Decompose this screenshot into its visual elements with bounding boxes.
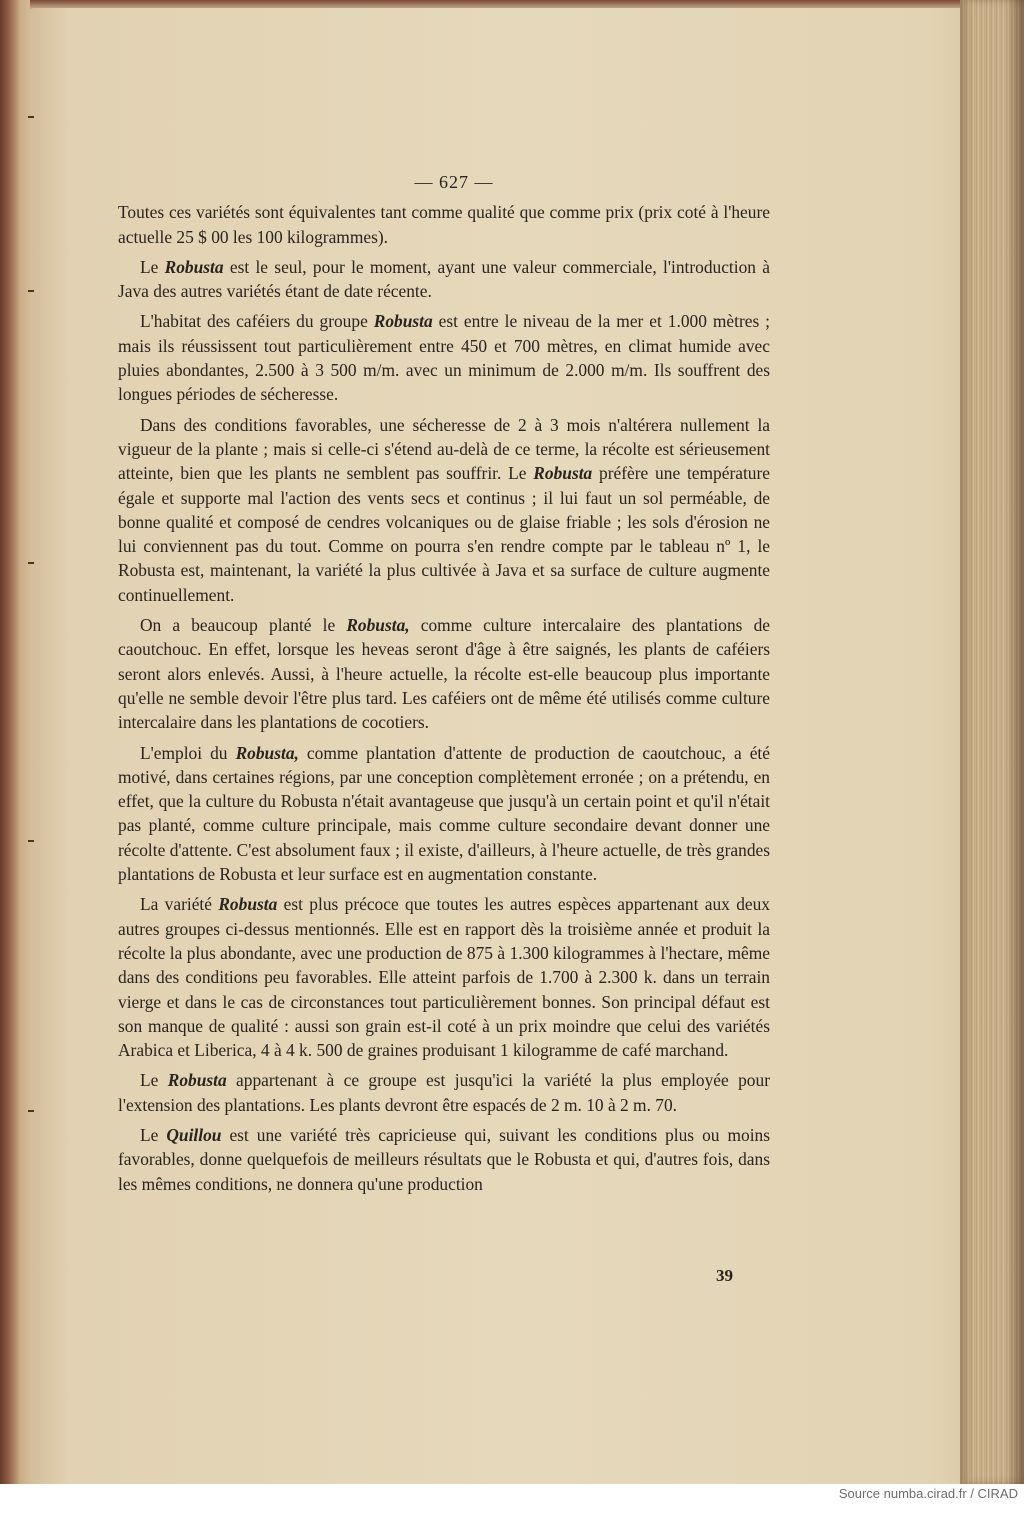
margin-mark <box>28 840 34 842</box>
binding-edge <box>0 0 34 1484</box>
paragraph-9: Le Quillou est une variété très capricieuse qui, suivant les conditions plus ou moins favorables, donne quelquefois de meilleurs résultats que le Robusta et qui, d'autres fois, dans les mêmes conditions, ne donnera qu'une production <box>118 1124 770 1194</box>
italic-term: Robusta <box>373 311 433 332</box>
page-text <box>118 170 770 1196</box>
source-credit: Source numba.cirad.fr / CIRAD <box>838 1486 1018 1501</box>
paragraph-1: Toutes ces variétés sont équivalentes tant comme qualité que comme prix (prix coté à l'heure actuelle 25 $ 00 les 100 kilogrammes). <box>118 202 770 247</box>
margin-mark <box>28 116 34 118</box>
italic-term: Robusta <box>533 463 593 484</box>
margin-mark <box>28 1110 34 1112</box>
page-fore-edge <box>960 0 1024 1484</box>
margin-mark <box>28 562 34 564</box>
paragraph-8: Le Robusta appartenant à ce groupe est jusqu'ici la variété la plus employée pour l'extension des plantations. Les plants devront être espacés de 2 m. 10 à 2 m. 70. <box>118 1070 770 1115</box>
italic-term: Robusta <box>218 894 278 915</box>
italic-term: Robusta, <box>346 615 410 636</box>
paragraph-4: Dans des conditions favorables, une sécheresse de 2 à 3 mois n'altérera nullement la vigueur de la plante ; mais si celle-ci s'étend au-delà de ce terme, la récolte est sérieusement atteinte, bien que les plants ne semblent pas souffrir. Le Robusta préfère une température égale et supporte mal l'action des vents secs et continus ; il lui faut un sol perméable, de bonne qualité et composé de cendres volcaniques ou de glaise friable ; les sols d'érosion ne lui conviennent pas du tout. Comme on pourra s'en rendre compte par le tableau nº 1, le Robusta est, maintenant, la variété la plus cultivée à Java et sa surface de culture augmente continuellement. <box>118 414 770 605</box>
italic-term: Robusta <box>164 256 224 277</box>
paragraph-6: L'emploi du Robusta, comme plantation d'attente de production de caoutchouc, a été motivé, dans certaines régions, par une conception complètement erronée ; on a prétendu, en effet, que la culture du Robusta n'était avantageuse que jusqu'à un certain point et qu'il n'était pas planté, comme culture principale, mais comme culture secondaire devant donner une récolte d'attente. C'est absolument faux ; il existe, d'ailleurs, à l'heure actuelle, de très grandes plantations de Robusta et leur surface est en augmentation constante. <box>118 742 770 885</box>
italic-term: Robusta <box>167 1070 227 1091</box>
paragraph-3: L'habitat des caféiers du groupe Robusta est entre le niveau de la mer et 1.000 mètres ; mais ils réussissent tout particulièrement entre 450 et 700 mètres, en climat humide avec pluies abondantes, 2.500 à 3 500 m/m. avec un minimum de 2.000 m/m. Ils souffrent des longues périodes de sécheresse. <box>118 311 770 405</box>
page-number: — 627 — <box>414 172 494 192</box>
italic-term: Robusta, <box>235 742 299 763</box>
paragraph-2: Le Robusta est le seul, pour le moment, ayant une valeur commerciale, l'introduction à Java des autres variétés étant de date récente. <box>118 256 770 302</box>
italic-term: Quillou <box>166 1124 222 1145</box>
paragraph-7: La variété Robusta est plus précoce que toutes les autres espèces appartenant aux deux autres groupes ci-dessus mentionnés. Elle est en rapport dès la troisième année et produit la récolte la plus abondante, avec une production de 875 à 1.300 kilogrammes à l'hectare, même dans des conditions peu favorables. Elle atteint parfois de 1.700 à 2.300 k. dans un terrain vierge et dans le cas de circonstances tout particulièrement bonnes. Son principal défaut est son manque de qualité : aussi son grain est-il coté à un prix moindre que celui des variétés Arabica et Liberica, 4 à 4 k. 500 de graines produisant 1 kilogramme de café marchand. <box>118 894 771 1061</box>
paragraph-5: On a beaucoup planté le Robusta, comme culture intercalaire des plantations de caoutchouc. En effet, lorsque les heveas seront d'âge à être saignés, les plants de caféiers seront alors enlevés. Aussi, à l'heure actuelle, la récolte est-elle beaucoup plus importante qu'elle ne semble devoir l'être plus tard. Les caféiers ont de même été utilisés comme culture intercalaire dans les plantations de cocotiers. <box>118 615 770 733</box>
margin-mark <box>28 290 34 292</box>
signature-mark: 39 <box>716 1266 733 1285</box>
